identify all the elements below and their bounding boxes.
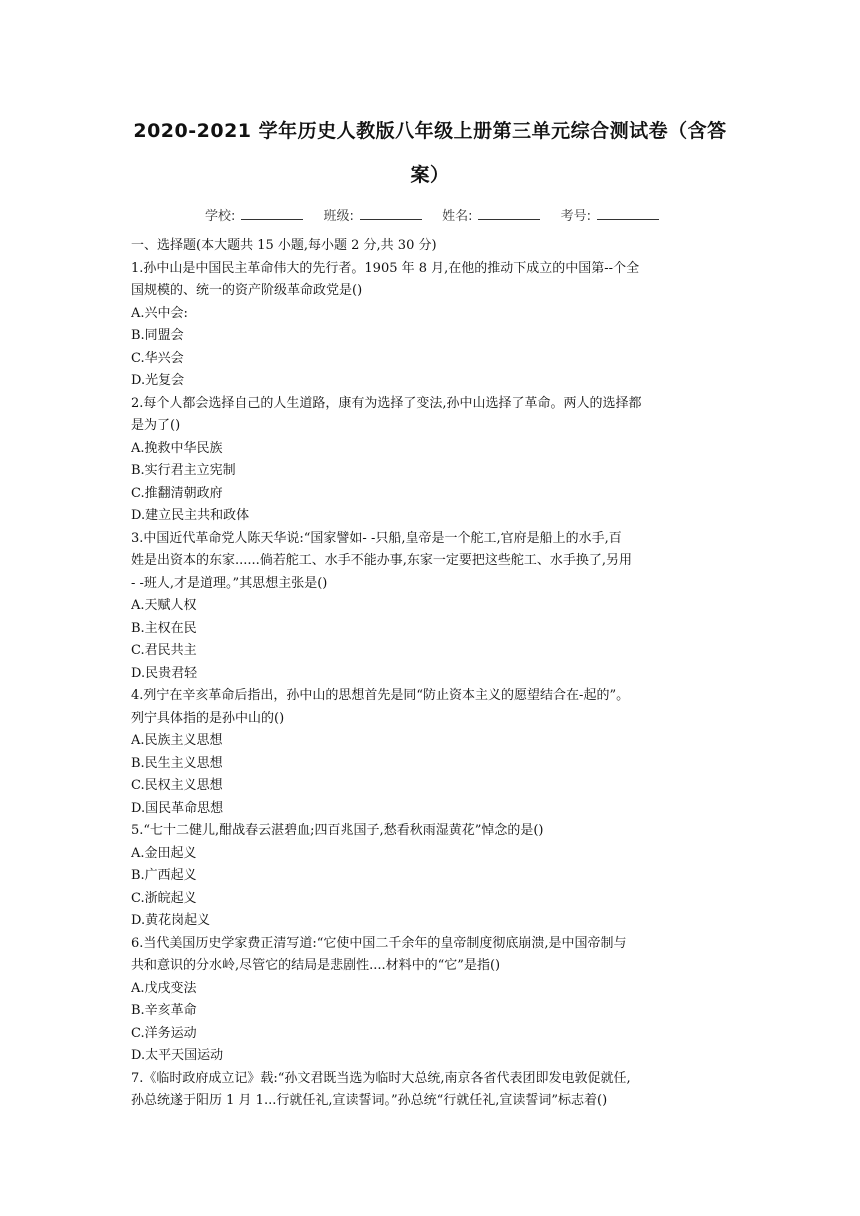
question-4-stem: 4.列宁在辛亥革命后指出，孙中山的思想首先是同“防止资本主义的愿望结合在-起的”。 (131, 688, 630, 703)
question-5-option-a: A.金田起义 (131, 845, 197, 861)
question-1-stem: 国规模的、统一的资产阶级革命政党是() (131, 283, 363, 298)
question-4-option-b: B.民生主义思想 (131, 755, 223, 771)
question-4-stem: 列宁具体指的是孙中山的() (131, 710, 285, 726)
question-3-stem: 姓是出资本的东家......倘若舵工、水手不能办事,东家一定要把这些舵工、水手换了,另用 (131, 553, 633, 568)
page-title-line-1: 2020-2021 学年历史人教版八年级上册第三单元综合测试卷（含答 (133, 120, 727, 142)
question-3-option-c: C.君民共主 (131, 643, 197, 658)
question-1-option-a: A.兴中会: (131, 305, 188, 321)
question-2-option-c: C.推翻清朝政府 (131, 485, 223, 501)
question-6-option-c: C.洋务运动 (131, 1025, 197, 1041)
question-3-stem: 3.中国近代革命党人陈天华说:“国家譬如- -只船,皇帝是一个舵工,官府是船上的水手,百 (131, 530, 622, 546)
question-6-stem: 6.当代美国历史学家费正清写道:“它使中国二千余年的皇帝制度彻底崩溃,是中国帝制与 (131, 935, 627, 951)
page-title-line-2: 案） (410, 164, 450, 186)
question-1-option-c: C.华兴会 (131, 350, 184, 366)
question-4-option-d: D.国民革命思想 (131, 800, 224, 816)
question-2-option-d: D.建立民主共和政体 (131, 508, 250, 523)
question-6-option-a: A.戊戌变法 (131, 980, 197, 996)
question-1-stem: 1.孙中山是中国民主革命伟大的先行者。1905 年 8 月,在他的推动下成立的中国第--个全 (131, 260, 640, 276)
question-2-stem: 是为了() (131, 418, 181, 433)
question-2-option-a: A.挽救中华民族 (131, 440, 223, 456)
student-info-row (0, 205, 860, 224)
school-blank (241, 209, 303, 220)
question-6-option-d: D.太平天国运动 (131, 1048, 224, 1063)
question-1-option-b: B.同盟会 (131, 328, 184, 343)
question-5-stem: 5.“七十二健儿,酣战春云湛碧血;四百兆国子,愁看秋雨湿黄花”悼念的是() (131, 823, 544, 838)
question-7-stem: 孙总统遂于阳历 1 月 1...行就任礼,宣读誓词。”孙总统“行就任礼,宣读誓词”标志着() (131, 1093, 608, 1108)
section-heading: 一、选择题(本大题共 15 小题,每小题 2 分,共 30 分) (131, 238, 437, 253)
question-5-option-d: D.黄花岗起义 (131, 913, 211, 928)
exam-number-blank (597, 209, 659, 220)
school-label: 学校: (205, 209, 236, 224)
question-4-option-c: C.民权主义思想 (131, 778, 223, 793)
class-label: 班级: (323, 209, 354, 224)
name-blank (478, 209, 540, 220)
question-2-option-b: B.实行君主立宪制 (131, 463, 236, 478)
name-label: 姓名: (442, 209, 473, 224)
question-5-option-b: B.广西起义 (131, 868, 197, 883)
question-3-option-b: B.主权在民 (131, 620, 197, 636)
question-4-option-a: A.民族主义思想 (131, 733, 223, 748)
question-content (131, 235, 731, 1113)
question-3-option-a: A.天赋人权 (131, 598, 197, 613)
class-blank (360, 209, 422, 220)
exam-number-label: 考号: (560, 209, 591, 224)
question-3-option-d: D.民贵君轻 (131, 665, 198, 681)
question-5-option-c: C.浙皖起义 (131, 890, 197, 906)
question-1-option-d: D.光复会 (131, 373, 185, 388)
question-6-stem: 共和意识的分水岭,尽管它的结局是悲剧性....材料中的“它”是指() (131, 958, 501, 973)
question-3-stem: - -班人,才是道理。”其思想主张是() (131, 575, 328, 591)
question-2-stem: 2.每个人都会选择自己的人生道路，康有为选择了变法,孙中山选择了革命。两人的选择都 (131, 395, 642, 411)
question-6-option-b: B.辛亥革命 (131, 1003, 197, 1018)
question-7-stem: 7.《临时政府成立记》载:“孙文君既当选为临时大总统,南京各省代表团即发电敦促就任, (131, 1070, 631, 1086)
